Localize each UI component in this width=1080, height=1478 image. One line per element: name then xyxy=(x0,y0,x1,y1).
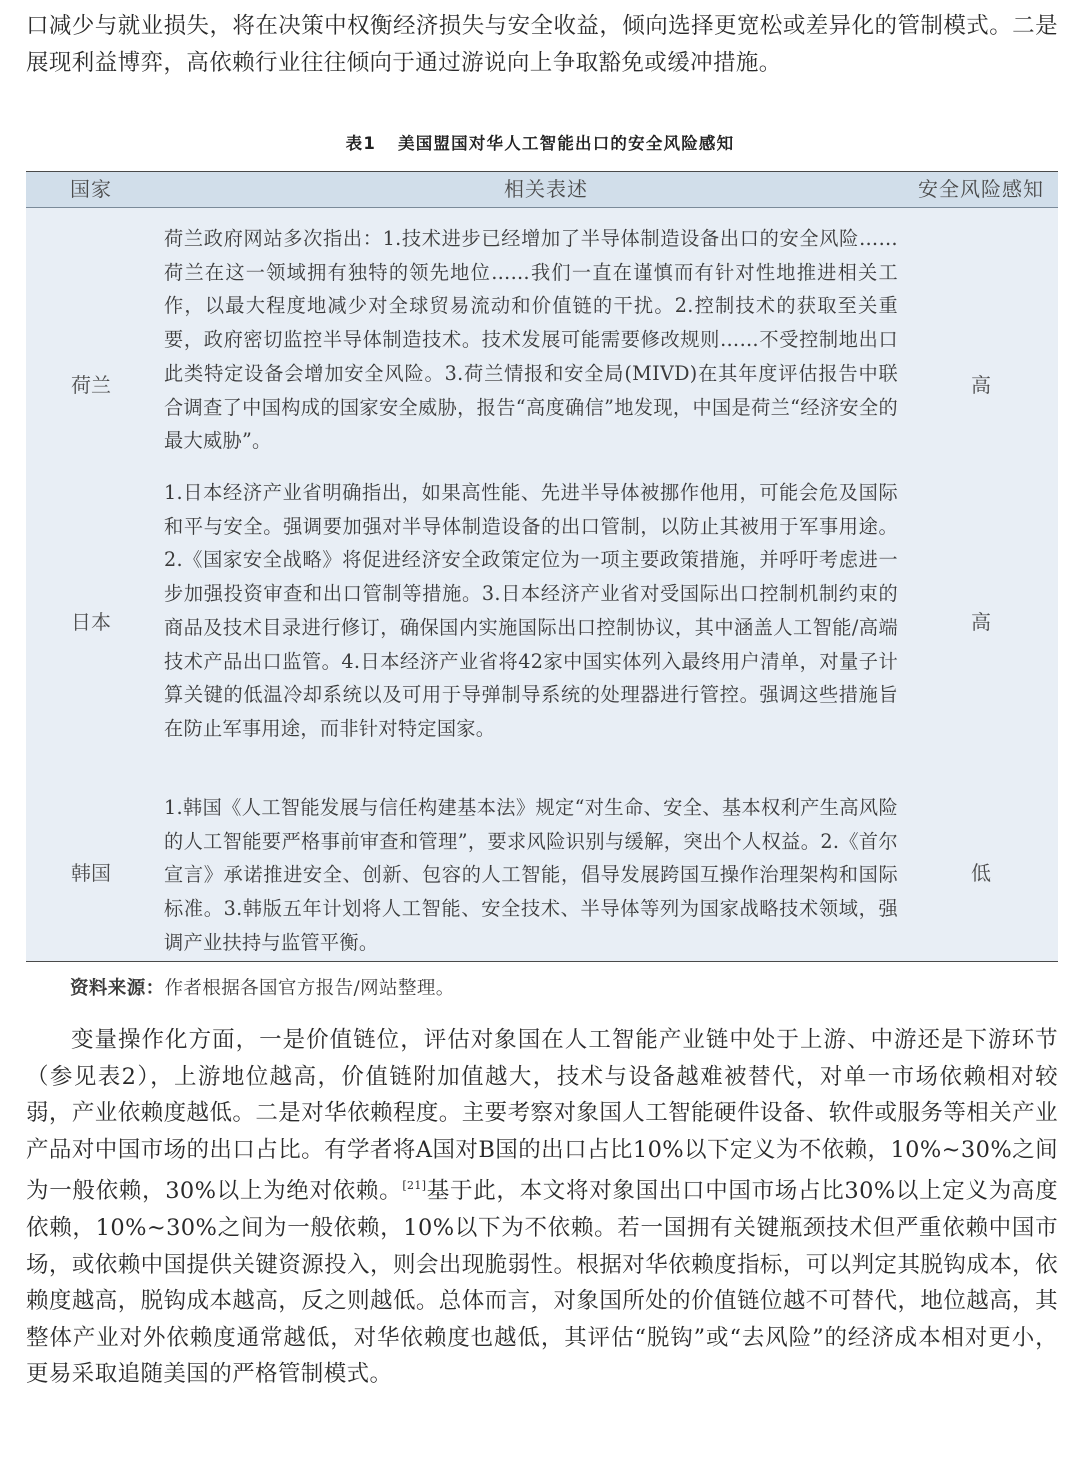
table-caption xyxy=(0,130,1080,154)
cell-risk: 高 xyxy=(971,610,991,634)
citation-ref[interactable]: [21] xyxy=(402,1179,427,1193)
header-risk: 安全风险感知 xyxy=(918,177,1044,201)
cell-description: 1.日本经济产业省明确指出，如果高性能、先进半导体被挪作他用，可能会危及国际和平与安全。强调要加强对半导体制造设备的出口管制，以防止其被用于军事用途。2.《国家安全战略》将促进经济安全政策定位为一项主要政策措施，并呼吁考虑进一步加强投资审查和出口管制等措施。3.日本经济产业省对受国际出口控制机制约束的商品及技术目录进行修订，确保国内实施国际出口控制协议，其中涵盖人工智能/高端技术产品出口监管。4.日本经济产业省将42家中国实体列入最终用户清单，对量子计算关键的低温冷却系统以及可用于导弹制导系统的处理器进行管控。强调这些措施旨在防止军事用途，而非针对特定国家。 xyxy=(164,481,898,740)
cell-description: 荷兰政府网站多次指出：1.技术进步已经增加了半导体制造设备出口的安全风险……荷兰在这一领域拥有独特的领先地位……我们一直在谨慎而有针对性地推进相关工作，以最大程度地减少对全球贸易流动和价值链的干扰。2.控制技术的获取至关重要，政府密切监控半导体制造技术。技术发展可能需要修改规则……不受控制地出口此类特定设备会增加安全风险。3.荷兰情报和安全局(MIVD)在其年度评估报告中联合调查了中国构成的国家安全威胁，报告“高度确信”地发现，中国是荷兰“经济安全的最大威胁”。 xyxy=(164,227,898,453)
table-title: 美国盟国对华人工智能出口的安全风险感知 xyxy=(398,134,735,153)
table-header-row xyxy=(26,172,1058,208)
cell-country: 荷兰 xyxy=(71,373,111,397)
header-country: 国家 xyxy=(70,177,112,201)
source-label: 资料来源： xyxy=(70,978,165,999)
table-number: 表1 xyxy=(345,134,377,153)
cell-country: 日本 xyxy=(71,610,111,634)
cell-country: 韩国 xyxy=(71,861,111,885)
header-description: 相关表述 xyxy=(504,177,588,201)
source-text: 作者根据各国官方报告/网站整理。 xyxy=(164,978,455,999)
table-source-note xyxy=(70,974,455,1000)
body-text-part2: 基于此，本文将对象国出口中国市场占比30%以上定义为高度依赖，10%~30%之间为一般依赖，10%以下为不依赖。若一国拥有关键瓶颈技术但严重依赖中国市场，或依赖中国提供关键资源投入，则会出现脆弱性。根据对华依赖度指标，可以判定其脱钩成本，依赖度越高，脱钩成本越高，反之则越低。总体而言，对象国所处的价值链位越不可替代，地位越高，其整体产业对外依赖度通常越低，对华依赖度也越低，其评估“脱钩”或“去风险”的经济成本相对更小，更易采取追随美国的严格管制模式。 xyxy=(26,1178,1058,1388)
cell-risk: 高 xyxy=(971,373,991,397)
cell-risk: 低 xyxy=(971,861,991,885)
intro-paragraph: 口减少与就业损失，将在决策中权衡经济损失与安全收益，倾向选择更宽松或差异化的管制模式。二是展现利益博弈，高依赖行业往往倾向于通过游说向上争取豁免或缓冲措施。 xyxy=(26,13,1058,76)
risk-perception-table xyxy=(26,171,1058,962)
cell-description: 1.韩国《人工智能发展与信任构建基本法》规定“对生命、安全、基本权利产生高风险的人工智能要严格事前审查和管理”，要求风险识别与缓解，突出个人权益。2.《首尔宣言》承诺推进安全、创新、包容的人工智能，倡导发展跨国互操作治理架构和国际标准。3.韩版五年计划将人工智能、安全技术、半导体等列为国家战略技术领域，强调产业扶持与监管平衡。 xyxy=(164,796,898,954)
body-text-part1: 变量操作化方面，一是价值链位，评估对象国在人工智能产业链中处于上游、中游还是下游环节（参见表2），上游地位越高，价值链附加值越大，技术与设备越难被替代，对单一市场依赖相对较弱，产业依赖度越低。二是对华依赖程度。主要考察对象国人工智能硬件设备、软件或服务等相关产业产品对中国市场的出口占比。有学者将A国对B国的出口占比10%以下定义为不依赖，10%~30%之间为一般依赖，30%以上为绝对依赖。 xyxy=(26,1027,1058,1205)
body-paragraph xyxy=(26,1022,1058,1393)
